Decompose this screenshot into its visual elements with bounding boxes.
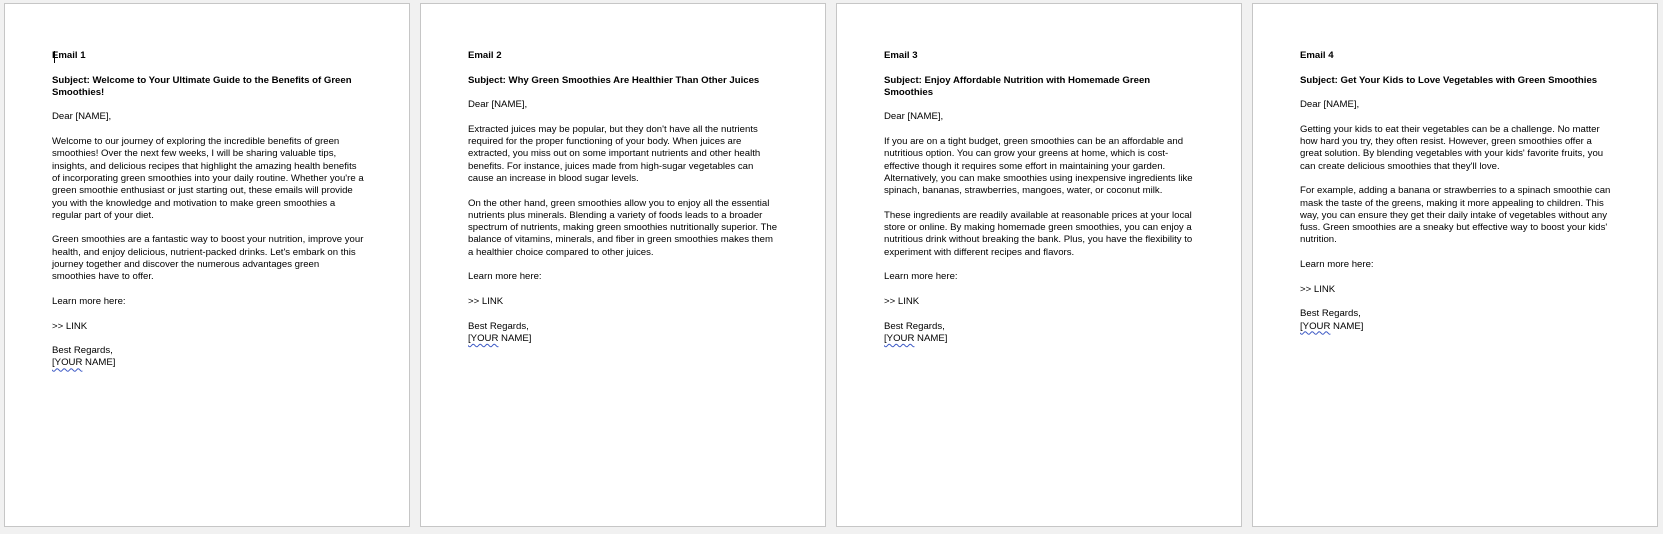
email-paragraph: On the other hand, green smoothies allow you to enjoy all the essential nutrients plus minerals. Blending a variety of foods leads to a broader spectrum of nutrients, making green smoothies nutritionally superior. The balance of vitamins, minerals, and fiber in green smoothies makes them a healthier choice compared to other juices. (468, 197, 778, 258)
email-greeting: Dear [NAME], (468, 99, 528, 111)
email-label: Email 4 (1300, 50, 1334, 61)
document-page-2[interactable] (420, 3, 826, 527)
email-closing: Best Regards, (884, 320, 945, 332)
learn-more-text: Learn more here: (1300, 259, 1374, 271)
email-greeting: Dear [NAME], (52, 111, 112, 123)
email-label: Email 1 (52, 50, 86, 61)
signature-name: NAME] (1330, 320, 1364, 332)
link-placeholder[interactable]: >> LINK (52, 320, 88, 332)
email-paragraph: Green smoothies are a fantastic way to boost your nutrition, improve your health, and enjoy delicious, nutrient-packed drinks. Let's embark on this journey together and discover the numerous advantages green smoothies have to offer. (52, 234, 364, 283)
learn-more-text: Learn more here: (468, 271, 542, 283)
email-subject: Subject: Enjoy Affordable Nutrition with Homemade Green Smoothies (884, 74, 1151, 98)
email-2[interactable] (468, 50, 780, 345)
email-paragraph: These ingredients are readily available at reasonable prices at your local store or online. By making homemade green smoothies, you can enjoy a nutritious drink without breaking the bank. Plus, you have the flexibility to experiment with different recipes and flavors. (884, 209, 1193, 258)
email-signature (884, 333, 1196, 345)
email-signature (468, 333, 780, 345)
email-subject: Subject: Welcome to Your Ultimate Guide to the Benefits of Green Smoothies! (52, 74, 352, 98)
email-greeting: Dear [NAME], (884, 111, 944, 123)
spellcheck-word[interactable]: [YOUR (52, 357, 83, 369)
email-4[interactable] (1300, 50, 1612, 333)
email-paragraph: Extracted juices may be popular, but they don't have all the nutrients required for the proper functioning of your body. When juices are extracted, you miss out on some important nutrients and other health benefits. For instance, juices made from high-sugar vegetables can cause an increase in blood sugar levels. (468, 123, 761, 184)
email-paragraph: For example, adding a banana or strawberries to a spinach smoothie can mask the taste of the greens, making it more appealing to children. This way, you can ensure they get their daily intake of vegetables without any fuss. Green smoothies are a sneaky but effective way to boost your kids' nutrition. (1300, 185, 1611, 246)
email-3[interactable] (884, 50, 1196, 345)
email-label: Email 3 (884, 50, 918, 61)
email-signature (52, 357, 364, 369)
document-page-1[interactable] (4, 3, 410, 527)
email-closing: Best Regards, (468, 320, 529, 332)
signature-name: NAME] (498, 332, 532, 344)
email-signature (1300, 321, 1612, 333)
email-paragraph: Getting your kids to eat their vegetables can be a challenge. No matter how hard you try, they often resist. However, green smoothies offer a great solution. By blending vegetables with your kids' favorite fruits, you can create delicious smoothies that they'll love. (1300, 123, 1604, 172)
spellcheck-word[interactable]: [YOUR (468, 332, 499, 344)
email-1[interactable] (52, 50, 364, 370)
document-page-4[interactable] (1252, 3, 1658, 527)
learn-more-text: Learn more here: (52, 295, 126, 307)
spellcheck-word[interactable]: [YOUR (884, 332, 915, 344)
email-closing: Best Regards, (1300, 308, 1361, 320)
link-placeholder[interactable]: >> LINK (1300, 283, 1336, 295)
document-page-3[interactable] (836, 3, 1242, 527)
email-paragraph: Welcome to our journey of exploring the incredible benefits of green smoothies! Over the next few weeks, I will be sharing valuable tips, insights, and delicious recipes that highlight the amazing health benefits of incorporating green smoothies into your daily routine. Whether you're a green smoothie enthusiast or just starting out, these emails will provide you with the knowledge and motivation to make green smoothies a regular part of your diet. (52, 136, 364, 221)
spellcheck-word[interactable]: [YOUR (1300, 320, 1331, 332)
signature-name: NAME] (82, 357, 116, 369)
email-label: Email 2 (468, 50, 502, 61)
email-subject: Subject: Why Green Smoothies Are Healthier Than Other Juices (468, 74, 760, 86)
email-subject: Subject: Get Your Kids to Love Vegetables with Green Smoothies (1300, 74, 1598, 86)
link-placeholder[interactable]: >> LINK (468, 295, 504, 307)
signature-name: NAME] (914, 332, 948, 344)
learn-more-text: Learn more here: (884, 271, 958, 283)
email-greeting: Dear [NAME], (1300, 99, 1360, 111)
link-placeholder[interactable]: >> LINK (884, 295, 920, 307)
email-paragraph: If you are on a tight budget, green smoothies can be an affordable and nutritious option. You can grow your greens at home, which is cost-effective though it requires some effort in maintaining your garden. Alternatively, you can make smoothies using inexpensive ingredients like spinach, bananas, strawberries, mangoes, water, or coconut milk. (884, 136, 1193, 197)
email-closing: Best Regards, (52, 345, 113, 357)
